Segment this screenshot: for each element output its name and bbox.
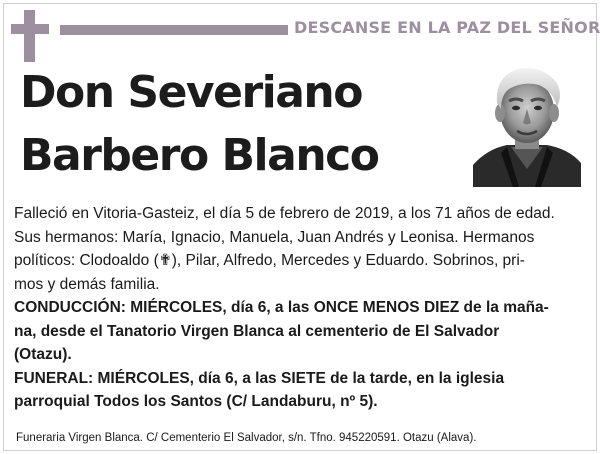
conduccion-line-1: CONDUCCIÓN: MIÉRCOLES, día 6, a las ONCE MENOS DIEZ de la maña- (14, 299, 549, 316)
portrait-photo (473, 61, 581, 187)
obituary-body (14, 202, 586, 414)
funeral-line-2: parroquial Todos los Santos (C/ Landaburu, nº 5). (14, 393, 378, 410)
header-title: DESCANSE EN LA PAZ DEL SEÑOR (294, 18, 600, 37)
family-line-3: mos y demás familia. (14, 275, 160, 293)
death-notice-line: Falleció en Vitoria-Gasteiz, el día 5 de febrero de 2019, a los 71 años de edad. (14, 205, 555, 222)
conduccion-line-2: na, desde el Tanatorio Virgen Blanca al cementerio de El Salvador (14, 322, 500, 340)
funeral-line-1: FUNERAL: MIÉRCOLES, día 6, a las SIETE de la tarde, en la iglesia (14, 369, 505, 387)
deceased-name-line2: Barbero Blanco (20, 130, 379, 181)
family-line-1: Sus hermanos: María, Ignacio, Manuela, Juan Andrés y Leonisa. Hermanos (14, 228, 535, 246)
conduccion-line-3: (Otazu). (14, 346, 72, 363)
deceased-name-line1: Don Severiano (20, 67, 362, 118)
family-line-2: políticos: Clodoaldo (✟), Pilar, Alfredo, Mercedes y Eduardo. Sobrinos, pri- (14, 252, 525, 269)
funeral-home-footer: Funeraria Virgen Blanca. C/ Cementerio El Salvador, s/n. Tfno. 945220591. Otazu (Alava). (16, 432, 477, 444)
header-divider-bar (60, 25, 288, 35)
cross-icon (11, 10, 49, 62)
